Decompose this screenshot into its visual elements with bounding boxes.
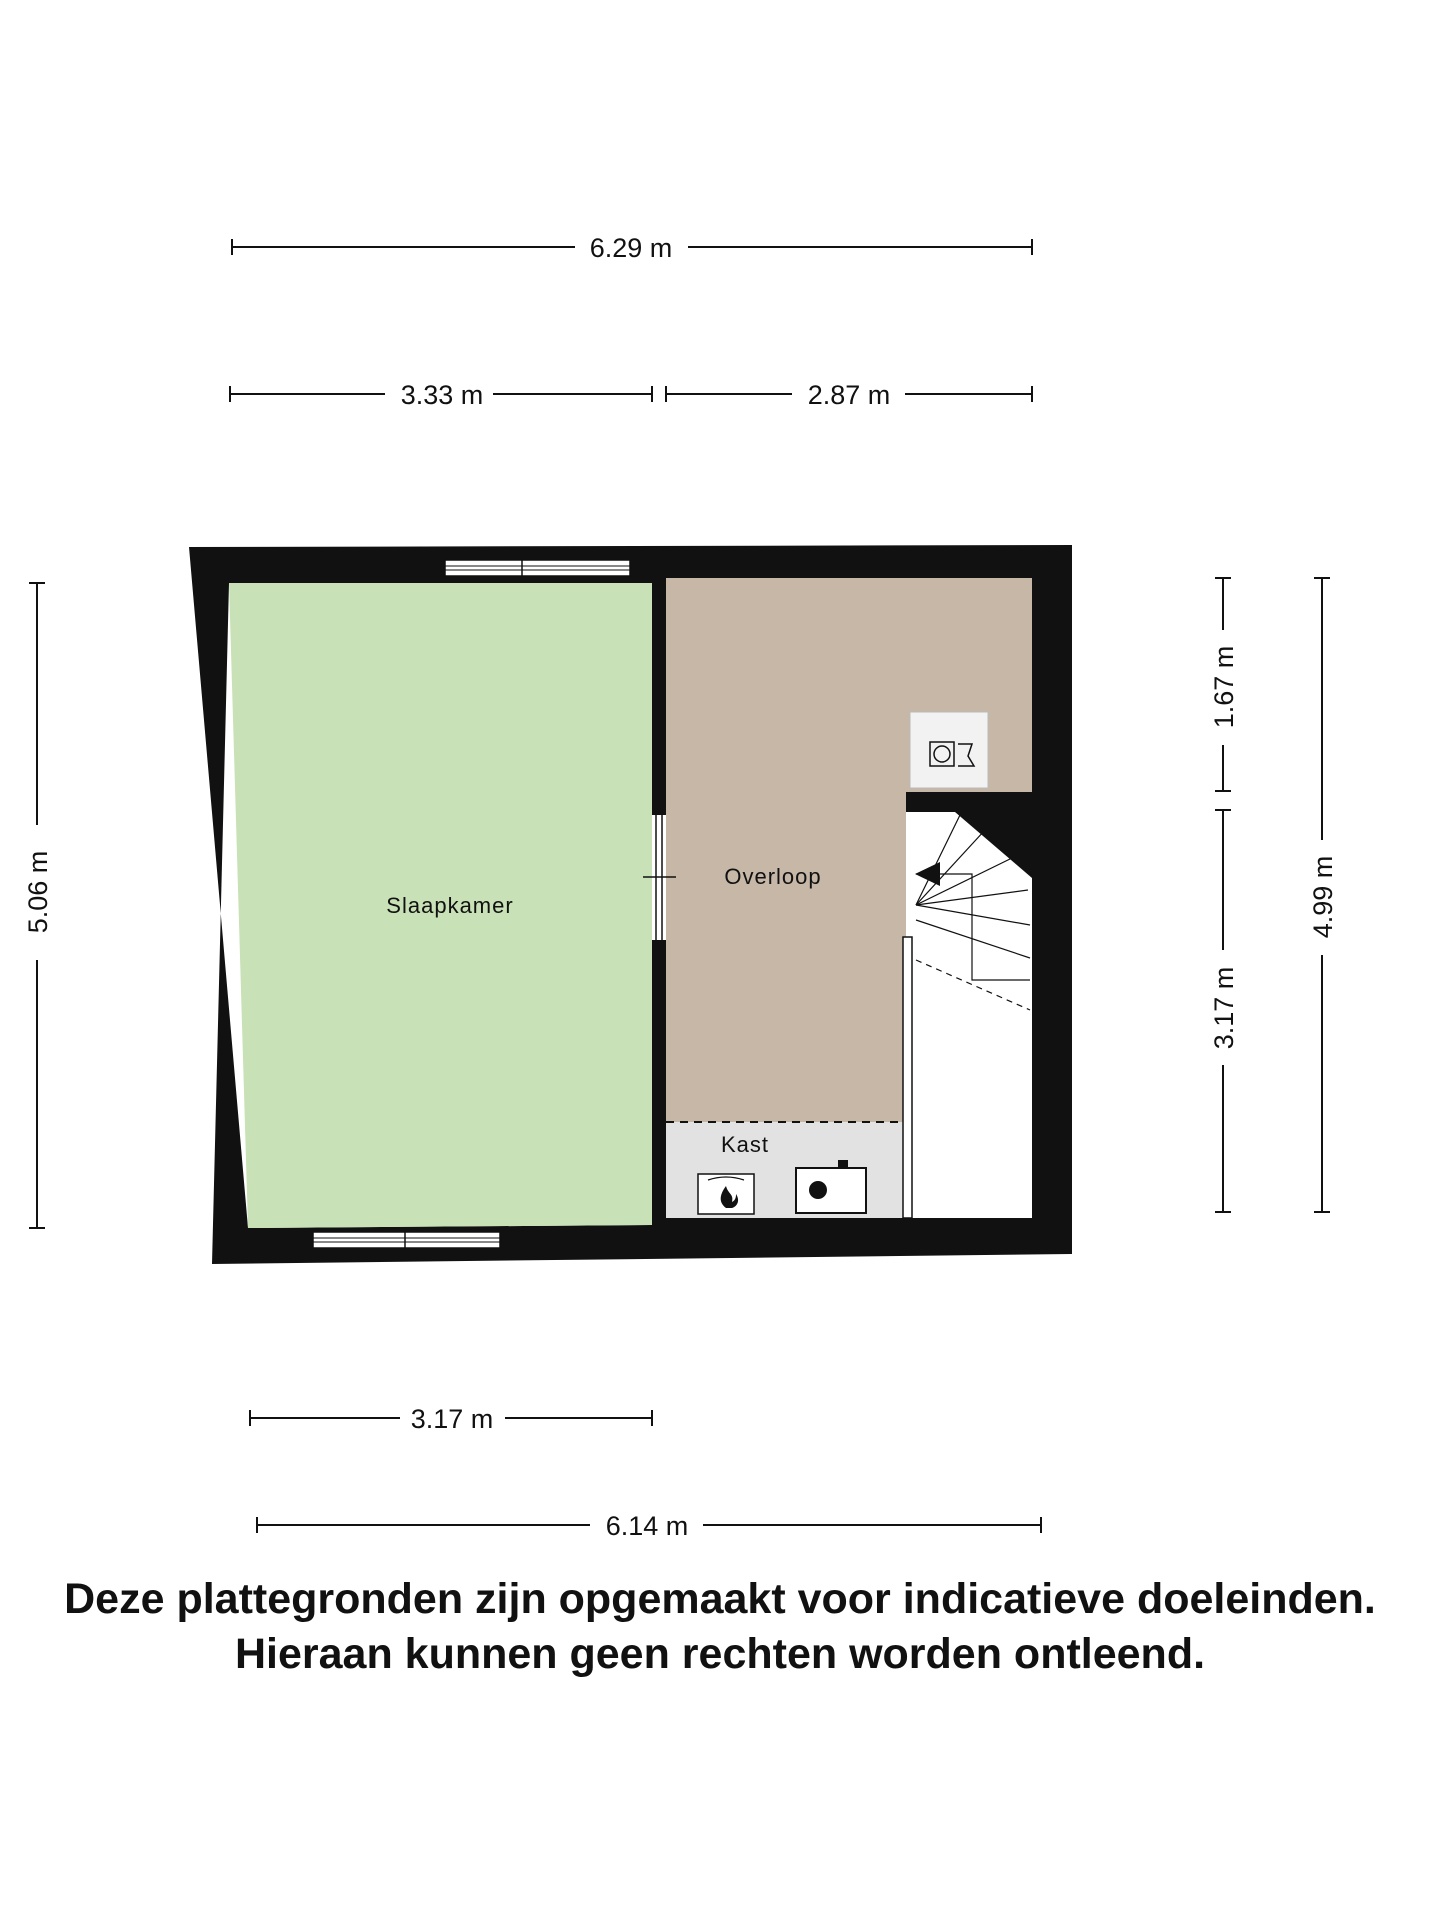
room-label-bedroom: Slaapkamer: [386, 893, 514, 918]
stair-rail: [903, 937, 912, 1218]
dimension-label-bottom-total: 6.14 m: [605, 1511, 689, 1540]
dimension-label-bottom-partial: 3.17 m: [410, 1404, 494, 1434]
room-label-landing: Overloop: [724, 864, 822, 889]
dimension-label-top-total: 6.29 m: [589, 233, 673, 263]
washing-machine-icon: [910, 712, 988, 788]
disclaimer-line-1: Deze plattegronden zijn opgemaakt voor indicatieve doeleinden.: [64, 1575, 1376, 1623]
stair-wall-block: [906, 792, 1032, 812]
dimension-label-left-height: 5.06 m: [23, 850, 53, 934]
window-top: [445, 560, 630, 576]
heater-icon: [698, 1174, 754, 1214]
dimension-label-right-total: 4.99 m: [1308, 855, 1338, 939]
room-landing-lower: [666, 792, 906, 1122]
window-bottom: [313, 1232, 500, 1248]
disclaimer-line-2: Hieraan kunnen geen rechten worden ontleend.: [234, 1630, 1206, 1678]
dimension-label-right-lower: 3.17 m: [1209, 966, 1239, 1050]
dimension-label-top-right: 2.87 m: [807, 380, 891, 410]
dimension-label-right-upper: 1.67 m: [1209, 645, 1239, 729]
disclaimer: [0, 1572, 1440, 1682]
room-label-closet: Kast: [720, 1132, 770, 1157]
dimension-label-top-left: 3.33 m: [400, 380, 484, 410]
boiler-icon: [796, 1160, 866, 1213]
